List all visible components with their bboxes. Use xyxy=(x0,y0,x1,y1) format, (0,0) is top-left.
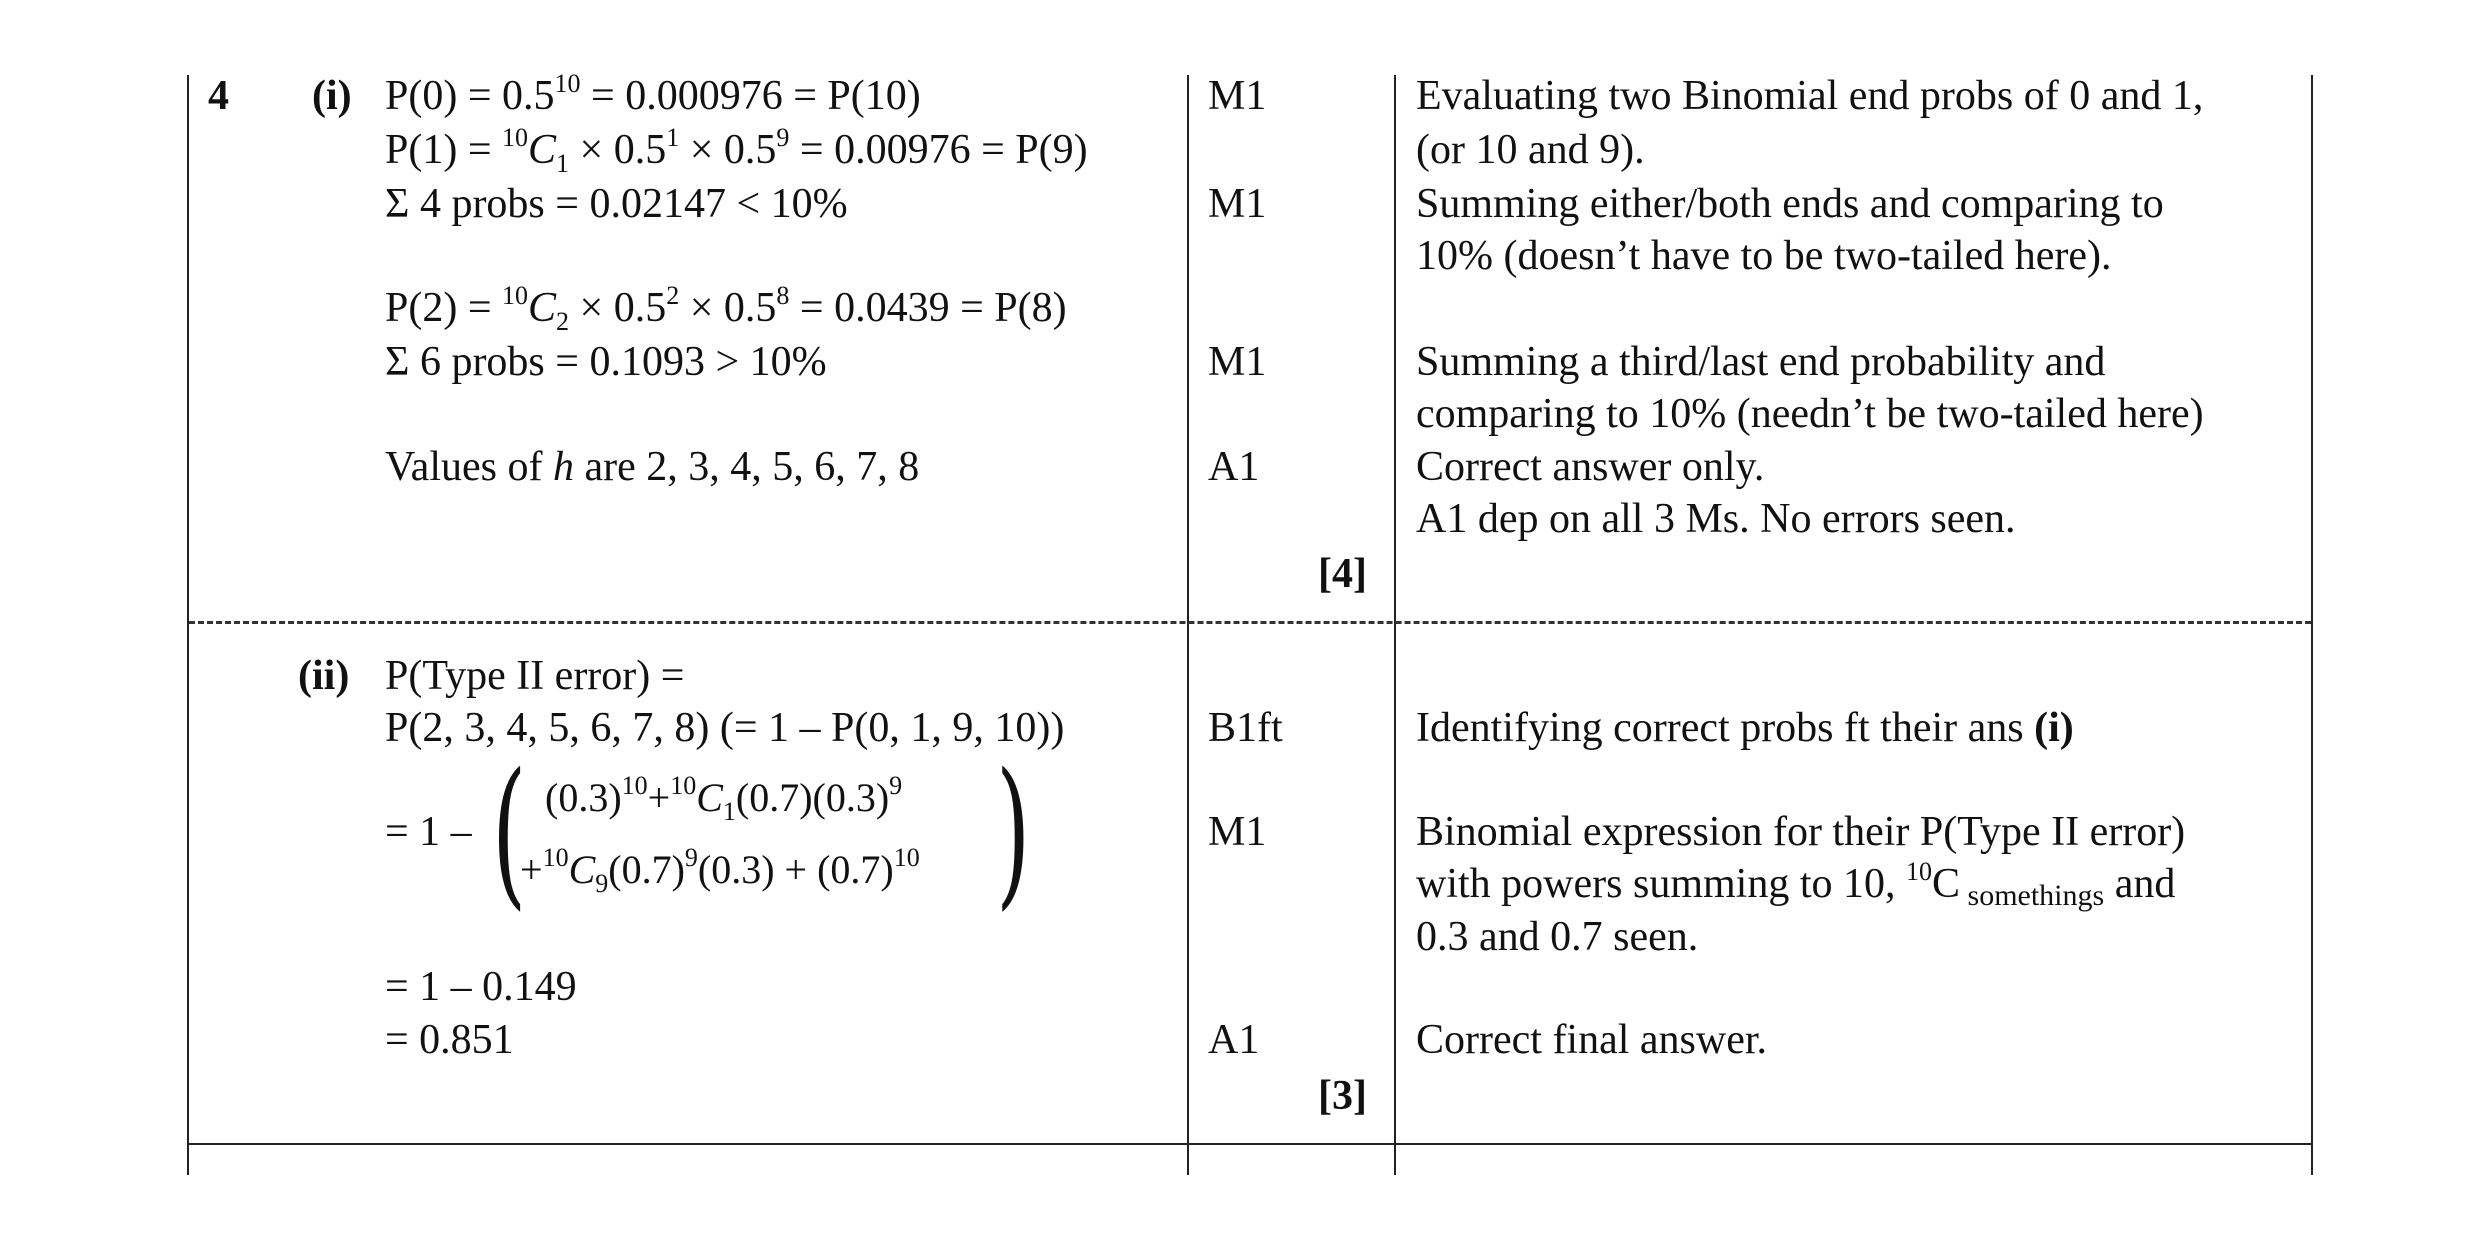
part-separator-dashed xyxy=(189,621,2311,624)
matrix-row-2: $+^{10}C_9(0.7)^9(0.3) + (0.7)^{10}$ xyxy=(520,843,920,898)
part-ii-guidance-3: with powers summing to 10, $^{10}$C somethings and xyxy=(1416,857,2176,912)
part-i-mark-4: A1 xyxy=(1208,444,1260,490)
part-i-guidance-4: 10% (doesn’t have to be two-tailed here). xyxy=(1416,233,2112,279)
table-divider-answer-mark xyxy=(1187,75,1189,1175)
part-ii-line-4: = 1 – 0.149 xyxy=(385,964,577,1010)
part-i-guidance-8: A1 dep on all 3 Ms. No errors seen. xyxy=(1416,496,2016,542)
part-ii-line-5: = 0.851 xyxy=(385,1017,514,1063)
part-i-line-6: Values of h are 2, 3, 4, 5, 6, 7, 8 xyxy=(385,444,920,490)
table-left-border xyxy=(187,75,189,1175)
part-ii-mark-1: B1ft xyxy=(1208,705,1283,751)
part-i-label: (i) xyxy=(312,73,352,119)
part-i-line-5: Σ 6 probs = 0.1093 > 10% xyxy=(385,339,827,385)
part-ii-mark-3: A1 xyxy=(1208,1017,1260,1063)
left-parenthesis: ( xyxy=(492,738,527,925)
part-i-line-4: $P(2) = ^{10}C_2 \times 0.5^2 \times 0.5^8 = 0.0439 = P(8)$ xyxy=(385,281,1067,336)
right-parenthesis: ) xyxy=(996,738,1031,925)
table-bottom-rule xyxy=(187,1143,2313,1145)
part-i-line-3: Σ 4 probs = 0.02147 < 10% xyxy=(385,181,848,227)
part-i-line-2: $P(1) = ^{10}C_1 \times 0.5^1 \times 0.5^9 = 0.00976 = P(9)$ xyxy=(385,123,1088,178)
part-ii-guidance-5: Correct final answer. xyxy=(1416,1017,1768,1063)
part-i-guidance-3: Summing either/both ends and comparing to xyxy=(1416,181,2164,227)
question-number: 4 xyxy=(208,73,229,119)
part-i-guidance-5: Summing a third/last end probability and xyxy=(1416,339,2106,385)
part-ii-label: (ii) xyxy=(298,653,350,699)
part-ii-guidance-1: Identifying correct probs ft their ans (i) xyxy=(1416,705,2074,751)
part-ii-guidance-2: Binomial expression for their P(Type II error) xyxy=(1416,809,2186,855)
part-i-guidance-1: Evaluating two Binomial end probs of 0 and 1, xyxy=(1416,73,2204,119)
part-i-guidance-6: comparing to 10% (needn’t be two-tailed here) xyxy=(1416,391,2204,437)
table-right-border xyxy=(2311,75,2313,1175)
part-ii-line-3-prefix: = 1 – xyxy=(385,809,472,855)
part-i-mark-3: M1 xyxy=(1208,339,1267,385)
part-ii-total: [3] xyxy=(1318,1073,1367,1119)
part-ii-mark-2: M1 xyxy=(1208,809,1267,855)
part-i-mark-2: M1 xyxy=(1208,181,1267,227)
part-i-mark-1: M1 xyxy=(1208,73,1267,119)
part-ii-line-1: P(Type II error) = xyxy=(385,653,685,699)
part-i-total: [4] xyxy=(1318,551,1367,597)
part-i-guidance-7: Correct answer only. xyxy=(1416,444,1765,490)
part-ii-line-2: P(2, 3, 4, 5, 6, 7, 8) (= 1 – P(0, 1, 9, 10)) xyxy=(385,705,1065,751)
part-i-line-1: $P(0) = 0.5^{10} = 0.000976 = P(10)$ xyxy=(385,69,921,119)
matrix-row-1: $(0.3)^{10}+^{10}C_1(0.7)(0.3)^9$ xyxy=(545,771,903,826)
part-i-guidance-2: (or 10 and 9). xyxy=(1416,127,1645,173)
part-ii-guidance-4: 0.3 and 0.7 seen. xyxy=(1416,914,1699,960)
table-divider-mark-guidance xyxy=(1394,75,1396,1175)
